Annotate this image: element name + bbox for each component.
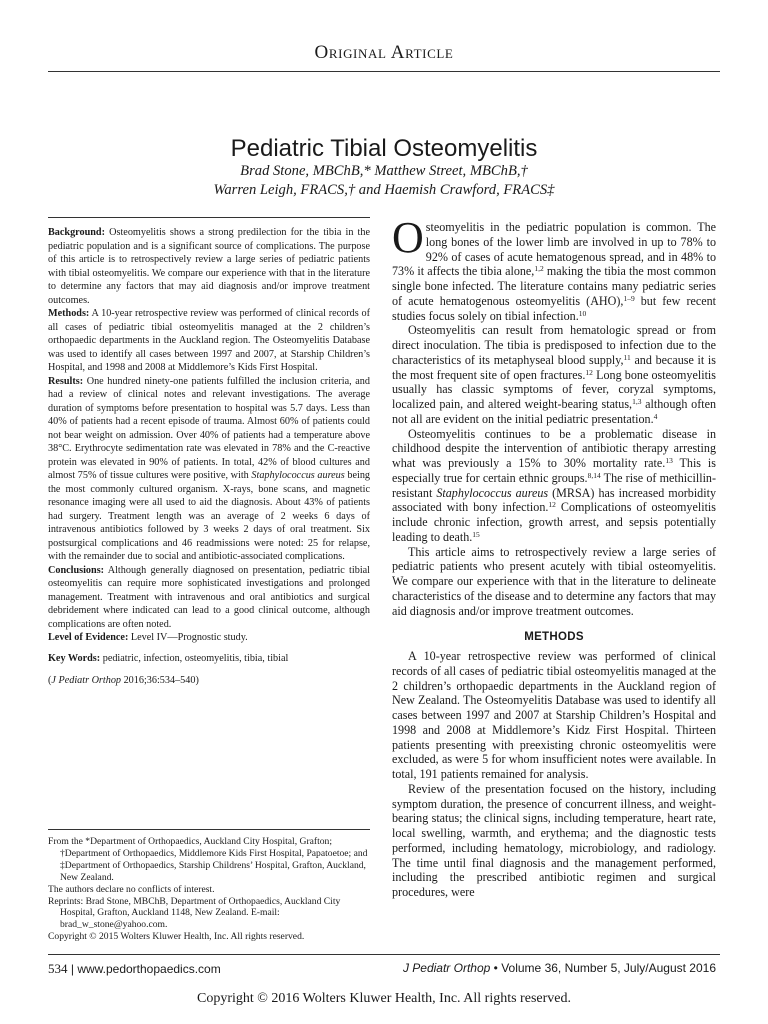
footnotes xyxy=(48,836,370,943)
body-text xyxy=(392,213,717,900)
reference[interactable]: 13 xyxy=(665,456,673,465)
footer-left xyxy=(48,961,221,977)
abstract-conclusions: Conclusions: Although generally diagnosed on presentation, pediatric tibial osteomyelitis can require more sophisticated investigations and prolonged management. Treatment with intravenous and oral antibiotics and surgical debridement where indicated can lead to a good clinical outcome, although complications are often noted. xyxy=(48,564,370,630)
abstract-results: Results: One hundred ninety-one patients fulfilled the inclusion criteria, and had a review of clinical notes and relevant investigations. The average duration of symptoms before presentation to hospital was 5.7 days. Less than 40% of patients had a recent episode of trauma. Almost 60% of patients could not bear weight on admission. Over 40% of patients had a temperature above 38°C. Erythrocyte sedimentation rate was elevated in 78% and the C-reactive protein was elevated in 90% of patients. In total, 42% of blood cultures and almost 75% of tissue cultures were positive, with Staphylococcus aureus being the most commonly cultured organism. X-rays, bone scans, and magnetic resonance imaging were all used to aid the diagnosis. About 43% of patients had surgery. Treatment length was an average of 2 weeks 6 days of intravenous antibiotics followed by 3 weeks 2 days of oral treatment. Six postsurgical complications and 46 readmissions were noted: 25 for relapse, with the remainder due to social and antibiotic-associated complications. xyxy=(48,375,371,562)
abstract-rule xyxy=(48,217,370,218)
methods-heading: METHODS xyxy=(524,631,584,644)
reference[interactable]: 10 xyxy=(578,308,587,318)
body-paragraph: Osteomyelitis continues to be a problematic disease in childhood despite the intervention of antibiotic therapy arresting what was previously a 15% to 30% mortality rate.$^{13}$ This is especially true for certain ethnic groups.$^{8,14}$ The rise of methicillin-resistant Staphylococcus aureus (MRSA) has increased morbidity associated with bony infection.$^{12}$ Complications of osteomyelitis include chronic infection, growth arrest, and sepsis potentially leading to death.$^{15}$ xyxy=(392,426,717,544)
abstract-background: Background: Osteomyelitis shows a strong predilection for the tibia in the pediatric population and is a significant source of complications. The purpose of this article is to retrospectively review a large series of pediatric patients with tibial osteomyelitis. We compare our experience with that in the literature to determine any factors that may aid diagnosis and/or improve treatment outcomes. xyxy=(48,227,371,306)
keywords: Key Words: pediatric, infection, osteomyelitis, tibia, tibial xyxy=(48,652,289,664)
copyright-notice: Copyright © 2016 Wolters Kluwer Health, Inc. All rights reserved. xyxy=(197,991,571,1006)
footer-separator: | xyxy=(70,962,74,976)
body-paragraph: Osteomyelitis in the pediatric population is common. The long bones of the lower limb are involved in up to 78% to 92% of cases of acute hematogenous spread, and in 48% to 73% it affects the tibia alone,$^{1,2}$ making the tibia the most common single bone infected. The literature contains many pediatric series of acute hematogenous osteomyelitis (AHO),$^{1-9}$ but few recent studies focus solely on tibial infection.$^{10}$ xyxy=(392,213,716,323)
footer-rule xyxy=(48,954,720,955)
reference[interactable]: 11 xyxy=(623,352,631,362)
drop-cap: O xyxy=(392,213,424,262)
body-paragraph: This article aims to retrospectively review a large series of pediatric patients who present acutely with tibial osteomyelitis. We compare our experience with that in the literature to delineate characteristics of the disease and to determine any factors that may aid diagnosis and/or improve treatment outcomes. xyxy=(392,544,716,618)
reference[interactable]: 1,2 xyxy=(534,264,544,274)
body-paragraph: Osteomyelitis can result from hematologic spread or from direct inoculation. The tibia is predisposed to infection due to the characteristics of its metaphyseal blood supply,$^{11}$ and because it is the most frequent site of open fractures.$^{12}$ Long bone osteomyelitis usually has classic symptoms of fever, coryzal symptoms, localized pain, and altered weight-bearing status,$^{1,3}$ although often not all are evident on the initial pediatric presentation.$^4$ xyxy=(392,323,717,426)
journal-name: J Pediatr Orthop xyxy=(402,961,491,975)
body-paragraph: Review of the presentation focused on the history, including symptom duration, the presence of concurrent illness, and weight-bearing status; the clinical signs, including temperature, heart rate, local swelling, warmth, and erythema; and the diagnostic tests performed, including hematology, microbiology, and radiology. The time until final diagnosis and the management performed, including the prescribed antibiotic regimen and surgical procedures, were xyxy=(392,781,716,899)
author-line: Warren Leigh, FRACS,† and Haemish Crawford, FRACS‡ xyxy=(213,182,555,198)
footnote-copyright: Copyright © 2015 Wolters Kluwer Health, Inc. All rights reserved. xyxy=(48,931,305,943)
reference[interactable]: 1,3 xyxy=(632,397,642,406)
header-rule xyxy=(48,71,720,72)
issue-info: Volume 36, Number 5, July/August 2016 xyxy=(501,961,716,975)
citation: (J Pediatr Orthop 2016;36:534–540) xyxy=(48,675,199,686)
level-of-evidence: Level of Evidence: Level IV—Prognostic study. xyxy=(48,632,248,643)
abstract xyxy=(48,226,370,688)
footnote-reprints: Reprints: Brad Stone, MBChB, Department of Orthopaedics, Auckland City Hospital, Grafton, Auckland 1148, New Zealand. E-mail: brad_w_stone@yahoo.com. xyxy=(48,895,341,931)
article-title: Pediatric Tibial Osteomyelitis xyxy=(230,135,538,163)
page-number: 534 xyxy=(48,961,68,976)
author-list xyxy=(0,162,768,200)
author-line: Brad Stone, MBChB,* Matthew Street, MBChB,† xyxy=(240,163,528,179)
reference[interactable]: 8,14 xyxy=(587,470,601,480)
footer-right xyxy=(403,961,716,975)
footnote-conflicts: The authors declare no conflicts of interest. xyxy=(48,883,215,895)
reference[interactable]: 12 xyxy=(585,367,593,377)
body-paragraph: A 10-year retrospective review was performed of clinical records of all cases of pediatric tibial osteomyelitis managed at the 2 children’s orthopaedic departments in the Auckland region of New Zealand. The Osteomyelitis Database was used to identify all cases between 1997 and 2007 at Starship Children’s Hospital and 1998 and 2008 at Middlemore’s Kidz First Hospital. Thirteen patients presenting with preexisting chronic osteomyelitis were excluded, as were 5 for whom insufficient notes were available. In total, 191 patients remained for analysis. xyxy=(392,649,716,781)
footnote-affiliations: From the *Department of Orthopaedics, Auckland City Hospital, Grafton; †Department of Orthopaedics, Middlemore Kids First Hospital, Papatoetoe; and ‡Department of Orthopaedics, Starship Childrens’ Hospital, Grafton, Auckland, New Zealand. xyxy=(48,836,368,883)
section-label: Original Article xyxy=(314,42,454,63)
abstract-methods: Methods: A 10-year retrospective review was performed of clinical records of all cases of pediatric tibial osteomyelitis managed at the 2 children’s orthopaedic departments in the Auckland region. The Osteomyelitis Database was used to identify all cases between 1997 and 2007, at Starship Children’s Hospital, and 1998 and 2008 at Middlemore’s Kids First Hospital. xyxy=(48,308,370,373)
footer-bullet: • xyxy=(493,961,498,975)
reference[interactable]: 1–9 xyxy=(623,293,635,303)
reference[interactable]: 12 xyxy=(548,500,556,510)
reference[interactable]: 4 xyxy=(653,411,658,421)
journal-website-link[interactable]: www.pedorthopaedics.com xyxy=(77,962,221,976)
reference[interactable]: 15 xyxy=(472,529,480,539)
footnote-rule xyxy=(48,829,370,830)
